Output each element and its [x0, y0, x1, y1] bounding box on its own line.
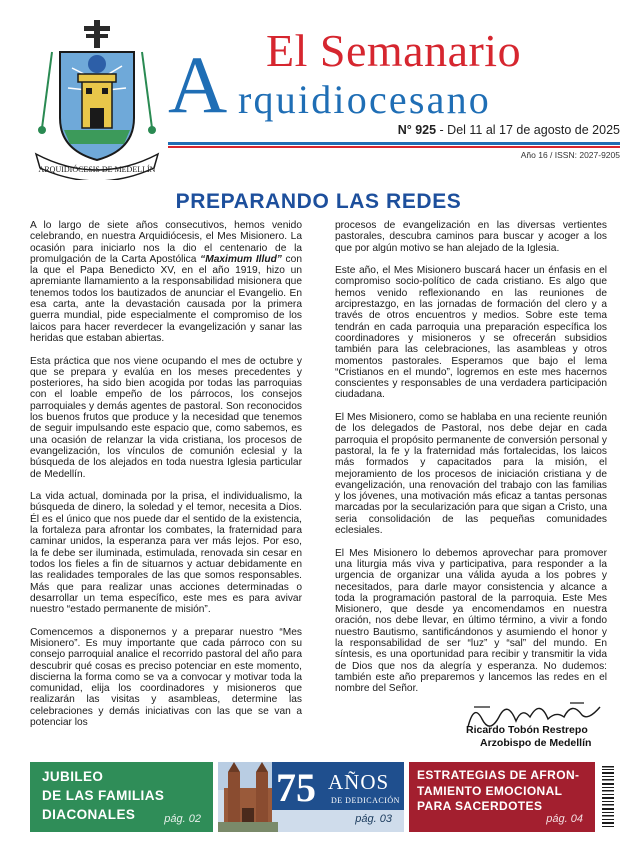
- title-top: El Semanario: [266, 25, 522, 76]
- teaser-jubileo[interactable]: [30, 762, 213, 832]
- archdiocese-seal-icon: [32, 18, 162, 180]
- signature-title: Arzobispo de Medellín: [480, 737, 592, 749]
- paragraph: A lo largo de siete años consecutivos, hemos venido celebrando, en nuestra Arquidiócesis, el Mes Misionero. La ocasión para iniciarlo nos la dio el centenario de la promulgación de la Carta Apostólica “Maximum Illud” con la que el Papa Benedicto XV, en el año 1919, hizo un apremiante llamamiento a la responsabilidad misionera que tenemos todos los bautizados de anunciar el Evangelio. En esa carta, ante la devastación causada por la primera guerra mundial, pide especialmente el compromiso de los laicos para hacer reverdecer la evangelización y sanar las heridas que estaban abiertas.: [30, 220, 302, 344]
- paragraph: Este año, el Mes Misionero buscará hacer un énfasis en el compromiso socio-político de cada cristiano. Es algo que hemos venido reflexionando en las reuniones de arciprestazgo, en las jornadas de formación del clero y a través de otros encuentros y medios. Sobre este tema tendrán en cada parroquia una preparación específica los coordinadores y misioneros y se ofrecerán subsidios también para las celebraciones, las asambleas y otros momentos pastorales. Esperamos que bajo el lema “Cristianos en el mundo”, logremos en este mes hacernos conscientes y responsables de una verdadera participación ciudadana.: [335, 265, 607, 401]
- issue-dates: - Del 11 al 17 de agosto de 2025: [436, 123, 620, 137]
- signature-name: Ricardo Tobón Restrepo: [466, 724, 588, 736]
- issue-info: [398, 123, 620, 137]
- article-headline: PREPARANDO LAS REDES: [175, 190, 462, 213]
- seal-banner-text: ARQUIDIÓCESIS DE MEDELLÍN: [38, 165, 156, 174]
- anniversary-word: AÑOS: [328, 770, 390, 794]
- title-bottom: rquidiocesano: [238, 77, 491, 122]
- anniversary-number: 75: [276, 765, 316, 810]
- title-big-letter: A: [168, 39, 228, 130]
- paragraph: procesos de evangelización en las diversas vertientes pastorales, descubra caminos para buscar y acoger a los que por algún motivo se han alejado de la Iglesia.: [335, 220, 607, 254]
- article-column-right: [335, 220, 607, 694]
- barcode-icon: [598, 762, 622, 832]
- masthead: [0, 0, 637, 186]
- masthead-rule-red: [168, 146, 620, 148]
- masthead-rule-blue: [168, 142, 620, 145]
- issn-info: Año 16 / ISSN: 2027-9205: [520, 150, 620, 160]
- paragraph: La vida actual, dominada por la prisa, el individualismo, la búsqueda de dinero, la soledad y el temor, necesita a Dios. Él es el único que nos puede dar el sentido de la existencia, la fortaleza para afrontar los combates, la fraternidad para caminar unidos, la esperanza para ver más lejos. Por eso, la fe debe ser iluminada, estimulada, renovada sin cesar en todos los fieles a fin de situarnos y actuar debidamente en las realidades temporales de las que somos responsables. Más que para realizar unas acciones determinadas o desarrollar un tema específico, este mes es para avivar nuestro “estado permanente de misión”.: [30, 491, 302, 616]
- teaser-page: pág. 02: [164, 813, 201, 825]
- paragraph: El Mes Misionero lo debemos aprovechar para promover una liturgia más viva y participativa, para responder a la urgencia de organizar una válida ayuda a los pobres y necesitados, para darle mayor consistencia y alcance a toda la programación pastoral de la parroquia. Este Mes Misionero, que desde ya encomendamos en nuestra oración, nos debe llevar, en último término, a vivir a fondo nuestro Bautismo, santificándonos y asumiendo el honor y la responsabilidad de ser “luz” y “sal” del mundo. En síntesis, es una oportunidad para recibir y transmitir la vida de Dios que nos da alegría y esperanza. No dudemos: también este año preparemos y lancemos las redes en el nombre del Señor.: [335, 547, 607, 695]
- teaser-title: ESTRATEGIAS DE AFRON- TAMIENTO EMOCIONAL PARA SACERDOTES: [417, 768, 580, 813]
- paragraph: El Mes Misionero, como se hablaba en una reciente reunión de los delegados de Pastoral, nos debe dejar en cada parroquia el propósito permanente de conversión personal y pastoral, la fe y la fraternidad más fortalecidas, los laicos más formados y capacitados para la misión, el mejoramiento de los procesos de iniciación cristiana y de evangelización, una renovación del trabajo con las familias y los jóvenes, una motivación más eficaz a tantas personas marcadas por la secularización para que sigan a Cristo, una seria consolidación de las pequeñas comunidades eclesiales.: [335, 412, 607, 537]
- teaser-title: JUBILEO DE LAS FAMILIAS DIACONALES: [42, 769, 165, 822]
- paragraph: Esta práctica que nos viene ocupando el mes de octubre y que se prepara y evalúa en los meses precedentes y posteriores, ha sido bien acogida por todas las parroquias con el loable empeño de los párrocos, los consejos parroquiales y demás agentes de pastoral. Son reconocidos los buenos frutos que produce y la necesidad que tenemos de seguir impulsando este espacio que, como sabemos, es una ocasión de relanzar la vida cristiana, los procesos de evangelización, los vínculos de comunión eclesial y la búsqueda de los alejados en toda nuestra Iglesia particular de Medellín.: [30, 355, 302, 480]
- issue-number: N° 925: [397, 123, 437, 137]
- teaser-estrategias[interactable]: [409, 762, 595, 832]
- article-column-left: [30, 220, 302, 728]
- paragraph: Comencemos a disponernos y a preparar nuestro “Mes Misionero”. Es muy importante que cada párroco con su consejo parroquial analice el recorrido pastoral del año para descubrir qué cosas es preciso potenciar en este momento, discierna la forma como se va a convocar y motivar toda la comunidad, elija los coordinadores y misioneros que realizarán las visitas y asambleas, determine las celebraciones y demás iniciativas con las que se van a potenciar los: [30, 626, 302, 729]
- anniversary-sub: DE DEDICACIÓN: [328, 795, 403, 806]
- teaser-page: pág. 04: [546, 813, 583, 825]
- teaser-page: pág. 03: [355, 813, 392, 825]
- teaser-75-anos[interactable]: [218, 762, 404, 832]
